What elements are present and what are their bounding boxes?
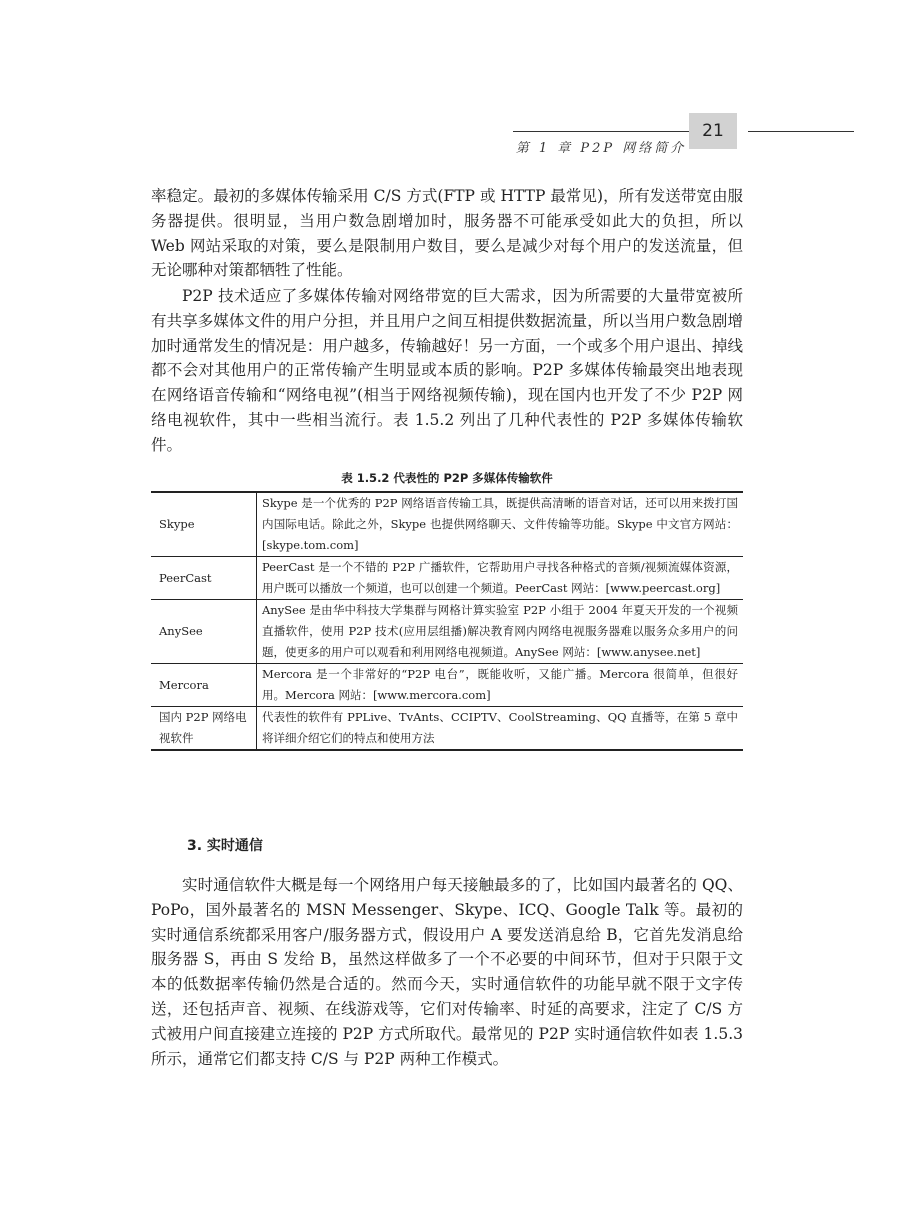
header-rule-left bbox=[513, 131, 689, 132]
table-caption: 表 1.5.2 代表性的 P2P 多媒体传输软件 bbox=[341, 471, 553, 485]
header-rule-right bbox=[748, 131, 854, 132]
table-row bbox=[151, 600, 743, 664]
table-cell-desc: 代表性的软件有 PPLive、TvAnts、CCIPTV、CoolStreaming、QQ 直播等，在第 5 章中将详细介绍它们的特点和使用方法 bbox=[257, 707, 744, 751]
table-cell-desc: Mercora 是一个非常好的“P2P 电台”，既能收听，又能广播。Mercora 很简单，但很好用。Mercora 网站：[www.mercora.com] bbox=[257, 664, 744, 707]
page-number: 21 bbox=[689, 113, 737, 149]
p2p-media-software-table bbox=[151, 491, 743, 751]
table-cell-name: PeerCast bbox=[151, 557, 257, 600]
running-header-chapter: 第 1 章 P2P 网络简介 bbox=[515, 141, 687, 156]
table-cell-desc: AnySee 是由华中科技大学集群与网格计算实验室 P2P 小组于 2004 年夏天开发的一个视频直播软件，使用 P2P 技术(应用层组播)解决教育网内网络电视服务器难以服务众多用户的问题，使更多的用户可以观看和利用网络电视频道。AnySee 网站：[www.anysee.net] bbox=[257, 600, 744, 664]
table-cell-desc: Skype 是一个优秀的 P2P 网络语音传输工具，既提供高清晰的语音对话，还可以用来拨打国内国际电话。除此之外，Skype 也提供网络聊天、文件传输等功能。Skype 中文官方网站：[skype.tom.com] bbox=[262, 496, 738, 552]
body-paragraph-3: 实时通信软件大概是每一个网络用户每天接触最多的了，比如国内最著名的 QQ、PoPo，国外最著名的 MSN Messenger、Skype、ICQ、Google Talk 等。最初的实时通信系统都采用客户/服务器方式，假设用户 A 要发送消息给 B，它首先发消息给服务器 S，再由 S 发给 B，虽然这样做多了一个不必要的中间环节，但对于只限于文本的低数据率传输仍然是合适的。然而今天，实时通信软件的功能早就不限于文字传送，还包括声音、视频、在线游戏等，它们对传输率、时延的高要求，注定了 C/S 方式被用户间直接建立连接的 P2P 方式所取代。最常见的 P2P 实时通信软件如表 1.5.3 所示，通常它们都支持 C/S 与 P2P 两种工作模式。 bbox=[151, 876, 743, 1068]
table-row bbox=[151, 707, 743, 751]
section-heading: 3. 实时通信 bbox=[187, 838, 263, 854]
table-row bbox=[151, 664, 743, 707]
body-paragraph-1: 率稳定。最初的多媒体传输采用 C/S 方式(FTP 或 HTTP 最常见)，所有发送带宽由服务器提供。很明显，当用户数急剧增加时，服务器不可能承受如此大的负担，所以 Web 网站采取的对策，要么是限制用户数目，要么是减少对每个用户的发送流量，但无论哪种对策都牺牲了性能。 bbox=[151, 187, 743, 280]
body-paragraph-2: P2P 技术适应了多媒体传输对网络带宽的巨大需求，因为所需要的大量带宽被所有共享多媒体文件的用户分担，并且用户之间互相提供数据流量，所以当用户数急剧增加时通常发生的情况是：用户越多，传输越好！另一方面，一个或多个用户退出、掉线都不会对其他用户的正常传输产生明显或本质的影响。P2P 多媒体传输最突出地表现在网络语音传输和“网络电视”(相当于网络视频传输)，现在国内也开发了不少 P2P 网络电视软件，其中一些相当流行。表 1.5.2 列出了几种代表性的 P2P 多媒体传输软件。 bbox=[151, 287, 743, 454]
table-cell-name: 国内 P2P 网络电视软件 bbox=[151, 707, 257, 751]
table-row bbox=[151, 557, 743, 600]
table-cell-name: Mercora bbox=[151, 664, 257, 707]
table-cell-name: Skype bbox=[151, 492, 257, 557]
table-row bbox=[151, 492, 743, 557]
table-cell-name: AnySee bbox=[151, 600, 257, 664]
table-cell-desc: PeerCast 是一个不错的 P2P 广播软件，它帮助用户寻找各种格式的音频/视频流媒体资源，用户既可以播放一个频道，也可以创建一个频道。PeerCast 网站：[www.peercast.org] bbox=[257, 557, 744, 600]
